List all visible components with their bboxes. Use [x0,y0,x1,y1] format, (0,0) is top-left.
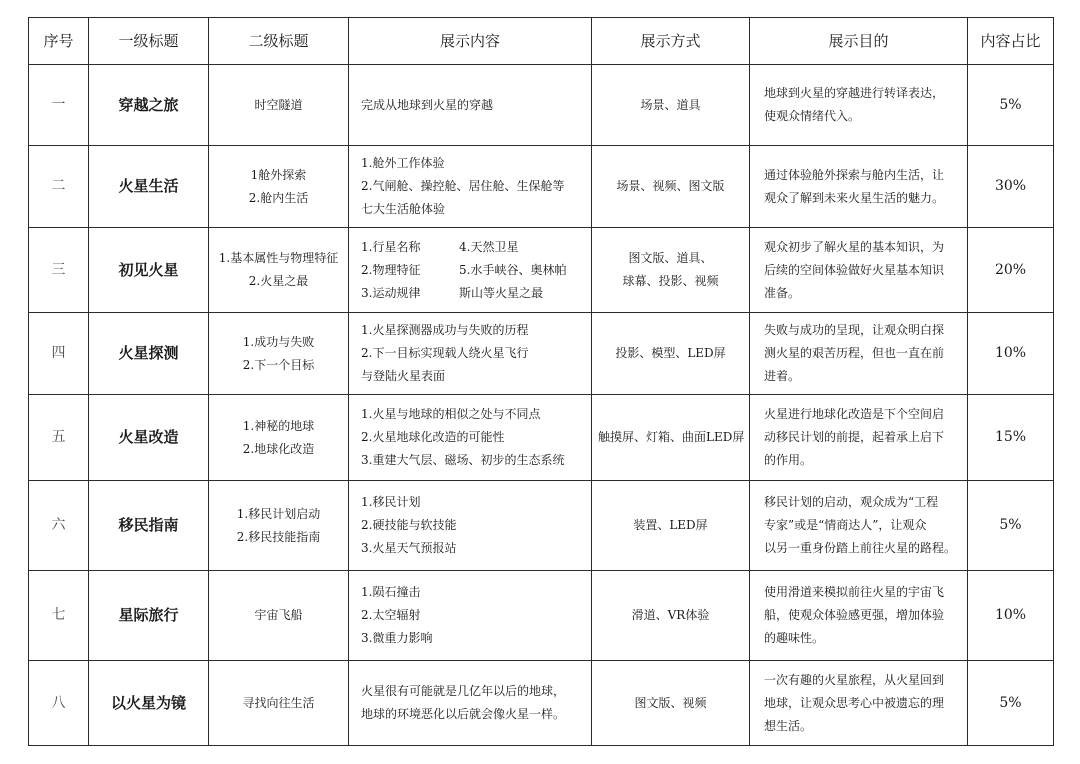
purpose-line: 准备。 [764,285,801,300]
content-line: 2.气闸舱、操控舱、居住舱、生保舱等 [361,179,565,193]
table-row [29,571,1054,661]
purpose-cell [750,395,968,481]
purpose-cell [750,571,968,661]
content-cell [349,313,592,395]
method-line: 滑道、VR体验 [631,608,710,622]
header-cell-level2-title: 二级标题 [209,18,349,65]
level1-title-cell: 以火星为镜 [89,661,209,746]
ratio-cell: 5% [968,661,1054,746]
level2-title-line: 1.移民计划启动 [236,506,321,521]
method-line: 球幕、投影、视频 [622,274,719,288]
content-line: 1.舱外工作体验 [361,156,445,170]
ratio-cell: 15% [968,395,1054,481]
level1-title-cell: 星际旅行 [89,571,209,661]
level2-title-cell [209,395,349,481]
purpose-cell [750,228,968,313]
ratio-cell: 20% [968,228,1054,313]
row-number-cell: 六 [29,481,89,571]
level1-title-cell: 穿越之旅 [89,65,209,146]
content-grid-item: 1.行星名称 [361,239,421,254]
purpose-line: 通过体验舱外探索与舱内生活，让 [764,167,945,182]
content-cell [349,571,592,661]
content-cell [349,481,592,571]
row-number-cell: 四 [29,313,89,395]
method-cell [592,65,750,146]
content-line: 3.重建大气层、磁场、初步的生态系统 [361,453,565,467]
level2-title-line: 宇宙飞船 [254,608,303,622]
content-line: 1.火星探测器成功与失败的历程 [361,323,529,337]
purpose-cell [750,313,968,395]
header-row [29,18,1054,65]
purpose-line: 观众了解到未来火星生活的魅力。 [764,190,945,205]
level1-title-cell: 火星生活 [89,146,209,228]
content-grid-item: 斯山等火星之最 [459,285,544,300]
table-row [29,661,1054,746]
purpose-line: 船，使观众体验感更强，增加体验 [764,608,945,622]
purpose-line: 动移民计划的前提，起着承上启下 [764,430,945,444]
content-line: 2.太空辐射 [361,608,421,622]
purpose-line: 以另一重身份踏上前往火星的路程。 [764,541,957,555]
content-line: 3.微重力影响 [361,631,433,645]
ratio-cell: 10% [968,571,1054,661]
header-cell-level1-title: 一级标题 [89,18,209,65]
content-line: 1.火星与地球的相似之处与不同点 [361,407,541,421]
row-number-cell: 二 [29,146,89,228]
method-line: 装置、LED屏 [633,518,708,532]
content-grid-item: 2.物理特征 [361,262,421,277]
purpose-cell [750,661,968,746]
method-cell [592,313,750,395]
ratio-cell: 10% [968,313,1054,395]
content-cell [349,228,592,313]
content-cell [349,395,592,481]
header-cell-content: 展示内容 [349,18,592,65]
row-number-cell: 一 [29,65,89,146]
purpose-line: 观众初步了解火星的基本知识，为 [764,239,945,254]
level2-title-line: 2.下一个目标 [242,357,315,372]
ratio-cell: 5% [968,65,1054,146]
content-line: 2.下一目标实现载人绕火星飞行 [361,346,529,360]
content-grid-item: 3.运动规律 [361,285,421,300]
purpose-cell [750,65,968,146]
content-cell [349,146,592,228]
method-line: 场景、视频、图文版 [616,179,725,193]
method-line: 场景、道具 [640,97,701,112]
table-row [29,228,1054,313]
level2-title-line: 2.火星之最 [248,274,309,288]
row-number-cell: 三 [29,228,89,313]
level2-title-line: 2.地球化改造 [242,441,315,456]
level2-title-cell [209,481,349,571]
content-grid-item: 5.水手峡谷、奥林帕 [459,262,567,277]
level2-title-cell [209,661,349,746]
method-cell [592,481,750,571]
purpose-line: 测火星的艰苦历程，但也一直在前 [764,346,945,360]
method-cell [592,395,750,481]
purpose-cell [750,481,968,571]
table-row [29,146,1054,228]
level2-title-line: 1.成功与失败 [242,334,315,349]
row-number-cell: 八 [29,661,89,746]
level2-title-cell [209,313,349,395]
level2-title-line: 时空隧道 [254,97,303,112]
content-line: 地球的环境恶化以后就会像火星一样。 [361,707,566,721]
content-line: 完成从地球到火星的穿越 [361,97,494,112]
method-line: 图文版、道具、 [628,251,713,265]
level2-title-line: 1舱外探索 [250,167,307,182]
method-cell [592,228,750,313]
content-grid-item: 4.天然卫星 [459,239,519,254]
purpose-line: 一次有趣的火星旅程，从火星回到 [764,672,945,687]
level2-title-line: 1.神秘的地球 [242,418,315,433]
row-number-cell: 七 [29,571,89,661]
level1-title-cell: 火星探测 [89,313,209,395]
method-cell [592,146,750,228]
purpose-line: 后续的空间体验做好火星基本知识 [764,262,945,277]
purpose-line: 失败与成功的呈现，让观众明白探 [764,323,945,337]
purpose-line: 想生活。 [764,718,813,733]
level2-title-cell [209,146,349,228]
purpose-line: 地球到火星的穿越进行转译表达， [764,86,945,100]
table-row [29,65,1054,146]
level2-title-cell [209,228,349,313]
purpose-line: 使观众情绪代入。 [764,109,861,123]
level2-title-line: 2.移民技能指南 [236,529,321,544]
purpose-line: 专家”或是“情商达人”，让观众 [764,518,927,532]
purpose-line: 火星进行地球化改造是下个空间启 [764,407,945,421]
ratio-cell: 30% [968,146,1054,228]
method-cell [592,661,750,746]
content-line: 1.移民计划 [361,495,421,509]
table-row [29,481,1054,571]
method-line: 图文版、视频 [634,695,707,710]
header-cell-ratio: 内容占比 [968,18,1054,65]
header-cell-purpose: 展示目的 [750,18,968,65]
level2-title-line: 寻找向往生活 [242,695,315,710]
content-line: 3.火星天气预报站 [361,541,457,555]
purpose-line: 的趣味性。 [764,631,825,645]
method-line: 投影、模型、LED屏 [615,346,726,360]
level2-title-cell [209,65,349,146]
level2-title-cell [209,571,349,661]
level1-title-cell: 初见火星 [89,228,209,313]
exhibition-plan-table [28,17,1054,746]
method-cell [592,571,750,661]
content-cell [349,661,592,746]
header-cell-number: 序号 [29,18,89,65]
exhibition-plan-table-container [28,17,1053,744]
ratio-cell: 5% [968,481,1054,571]
purpose-line: 移民计划的启动，观众成为“工程 [764,495,939,509]
content-line: 火星很有可能就是几亿年以后的地球， [361,684,566,698]
level1-title-cell: 火星改造 [89,395,209,481]
purpose-cell [750,146,968,228]
purpose-line: 的作用。 [764,453,813,467]
level2-title-line: 2.舱内生活 [248,190,309,205]
level1-title-cell: 移民指南 [89,481,209,571]
row-number-cell: 五 [29,395,89,481]
purpose-line: 地球，让观众思考心中被遗忘的理 [764,695,945,710]
content-grid [361,236,585,305]
purpose-line: 使用滑道来模拟前往火星的宇宙飞 [764,585,945,599]
content-cell [349,65,592,146]
purpose-line: 进着。 [764,369,801,383]
table-row [29,395,1054,481]
table-body [29,65,1054,746]
level2-title-line: 1.基本属性与物理特征 [218,251,339,265]
content-line: 2.硬技能与软技能 [361,518,457,532]
content-line: 2.火星地球化改造的可能性 [361,430,505,444]
content-line: 七大生活舱体验 [361,202,446,216]
method-line: 触摸屏、灯箱、曲面LED屏 [598,430,745,444]
content-line: 与登陆火星表面 [361,369,446,383]
content-line: 1.陨石撞击 [361,585,421,599]
table-row [29,313,1054,395]
header-cell-method: 展示方式 [592,18,750,65]
